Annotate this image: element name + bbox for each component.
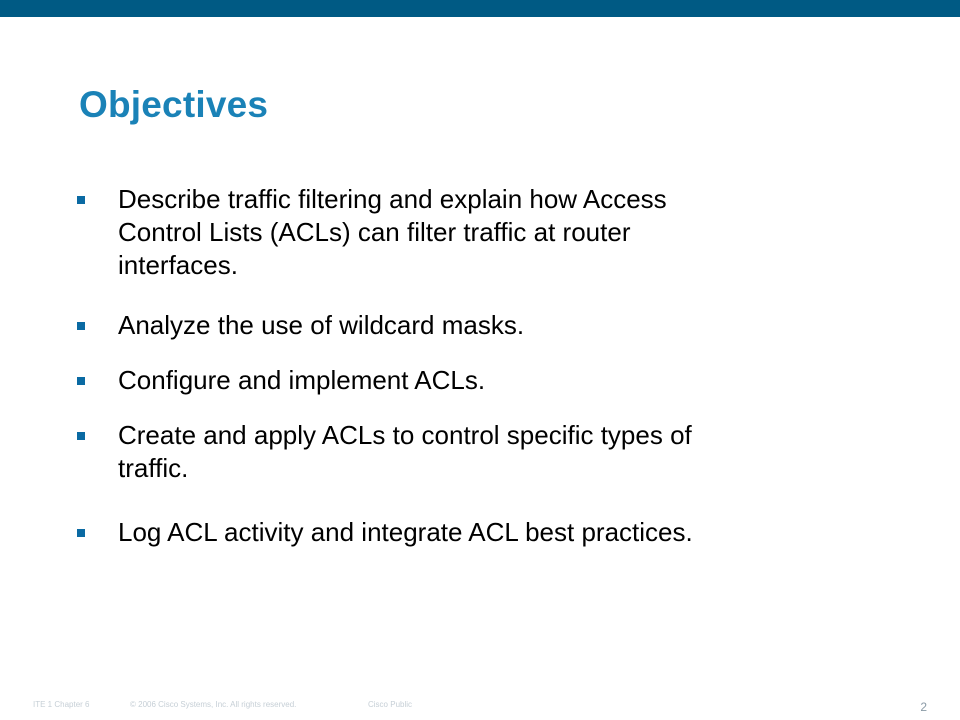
top-banner bbox=[0, 0, 960, 17]
slide-title: Objectives bbox=[79, 84, 269, 125]
square-bullet-icon bbox=[77, 196, 85, 204]
objective-text: Create and apply ACLs to control specific types of traffic. bbox=[118, 420, 692, 483]
objective-text: Configure and implement ACLs. bbox=[118, 365, 486, 395]
square-bullet-icon bbox=[77, 377, 85, 385]
square-bullet-icon bbox=[77, 529, 85, 537]
objective-text: Log ACL activity and integrate ACL best practices. bbox=[118, 517, 693, 547]
footer-copyright: © 2006 Cisco Systems, Inc. All rights reserved. bbox=[130, 700, 297, 709]
objective-text: Describe traffic filtering and explain how Access Control Lists (ACLs) can filter traffic at router interfaces. bbox=[118, 184, 667, 280]
footer-classification: Cisco Public bbox=[368, 700, 413, 709]
objective-text: Analyze the use of wildcard masks. bbox=[118, 310, 525, 340]
square-bullet-icon bbox=[77, 322, 85, 330]
page-number: 2 bbox=[920, 700, 927, 714]
square-bullet-icon bbox=[77, 432, 85, 440]
footer-course: ITE 1 Chapter 6 bbox=[33, 700, 90, 709]
